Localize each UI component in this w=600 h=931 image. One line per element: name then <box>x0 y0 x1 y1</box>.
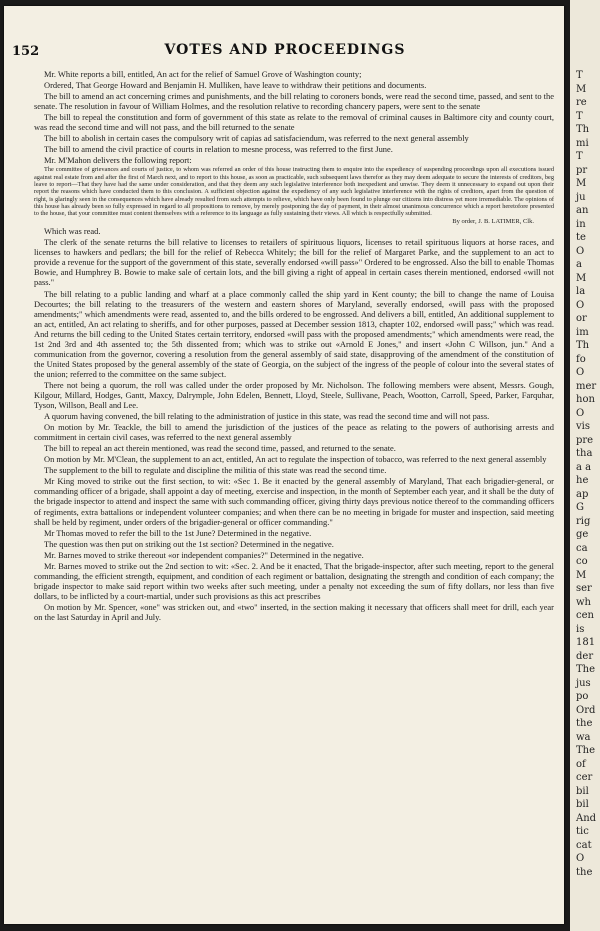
committee-report: The committee of grievances and courts of justice, to whom was referred an order of this house instructing them to enquire into the expediency of suspending proceedings upon all executions issued against real estate from and after the first of March next, and to report to this house, as soon as practicable, such subsequent laws therefor as they may deem adequate to secure the interests of creditors, beg leave to report—That they have had the same under consideration, and that they deem any such legislative interference both inexpedient and unwise. They deem it unnecessary to expand out upon their report the reasons which have conducted them to this conclusion. A sufficient objection against the expediency of any such legislative interference with the rights of creditors, apart from the question of right, is glaringly seen in the consequences which have already resulted from such attempts to relieve, which have only been found to plunge our citizens into distress yet more irremediable. The opinions of this house has already been so fully expressed in regard to all propositions to remove, by merely postponing the day of payment, in their almost unanimous concurrence which a report heretofore presented to the house, that your committee must content themselves with a reference to its language as fully sustaining their views. All which is respectfully submitted. <box>34 166 554 218</box>
adjacent-page-fragment: M <box>576 178 587 189</box>
adjacent-page-fragment: O <box>576 853 585 864</box>
adjacent-page-fragment: hon <box>576 394 595 405</box>
adjacent-page-fragment: a a <box>576 461 592 473</box>
paragraph: Ordered, That George Howard and Benjamin H. Mulliken, have leave to withdraw their petitions and documents. <box>44 80 427 91</box>
adjacent-page-fragment: la <box>576 286 586 297</box>
adjacent-page-fragment: O <box>576 407 585 419</box>
adjacent-page-fragment: tha <box>576 448 593 459</box>
paragraph: Mr. Barnes moved to strike out the 2nd section to wit: «Sec. 2. And be it enacted, That the brigade-inspector, after such meeting, report to the general commanding, the efficient strength, equipment, and condition of each regiment or battalion, designating the strength and condition of each company; the brigade inspector to make said report within two weeks after such meeting, under a penalty not exceeding the sum of fifty dollars, nor less than five dollars, to be inflicted by a court-martial, under such provisions as this act prescribes <box>34 560 554 601</box>
adjacent-page-fragment: te <box>576 232 586 243</box>
paragraph: The bill to repeal an act therein mentioned, was read the second time, passed, and returned to the senate. <box>44 443 396 454</box>
adjacent-page-fragment: Th <box>576 340 590 351</box>
adjacent-page-fragment: re <box>576 97 587 108</box>
report-signature: By order, J. B. LATIMER, Clk. <box>452 217 534 225</box>
adjacent-page-fragment: or <box>576 313 587 324</box>
document-page <box>4 6 564 924</box>
adjacent-page-fragment: G <box>576 502 584 513</box>
page-body <box>34 69 554 919</box>
adjacent-page-fragment: ge <box>576 529 589 540</box>
adjacent-page-fragment: im <box>576 326 589 338</box>
adjacent-page-fragment: tic <box>576 826 589 837</box>
page-title: VOTES AND PROCEEDINGS <box>164 42 406 58</box>
adjacent-page-fragment: O <box>576 299 585 311</box>
adjacent-page-edge <box>570 0 600 931</box>
adjacent-page-fragment: fo <box>576 353 586 365</box>
paragraph: A quorum having convened, the bill relating to the administration of justice in this state, was read the second time and will not pass. <box>44 411 490 422</box>
paragraph: Mr. White reports a bill, entitled, An act for the relief of Samuel Grove of Washington county; <box>44 69 362 79</box>
adjacent-page-fragment: in <box>576 218 586 230</box>
adjacent-page-fragment: the <box>576 866 593 878</box>
paragraph: Mr. M'Mahon delivers the following report: <box>44 155 192 166</box>
adjacent-page-fragment: jus <box>576 677 591 689</box>
paragraph: On motion by Mr. Teackle, the bill to amend the jurisdiction of the justices of the peace as relating to the powers of authorising arrests and commitment in certain civil cases, was referred to the next general assembly <box>34 422 554 443</box>
adjacent-page-fragment: wa <box>576 731 591 743</box>
paragraph: The bill to amend an act concerning crimes and punishments, and the bill relating to coroners bonds, were read the second time, passed, and sent to the senate. The resolution in favour of William Holmes, and the resolution relative to recording chancery papers, were sent to the senate <box>34 91 554 112</box>
adjacent-page-fragment: And <box>576 812 597 824</box>
adjacent-page-fragment: a <box>576 259 582 270</box>
adjacent-page-fragment: co <box>576 556 588 567</box>
paragraph: The clerk of the senate returns the bill relative to licenses to retailers of spirituous liquors, licenses to retail spirituous liquors at horse races, and licenses to hawkers and pedlars; the bill for the relief of Rebecca Whitely; the bill for the relief of Margaret Parke, and the supplement to an act to provide a revenue for the support of the government of this state, severally endorsed «will pass»" Ordered to be engrossed. Also the bill to enable Thomas Bowie, and Humphrey B. Bowie to make sale of certain lots, and the bill giving a right of appeal in certain cases therein mentioned, endorsed «will not pass." <box>34 237 554 288</box>
paragraph: Mr Thomas moved to refer the bill to the 1st June? Determined in the negative. <box>44 527 312 538</box>
adjacent-page-fragment: the <box>576 718 593 729</box>
paragraph: The question was then put on striking out the 1st section? Determined in the negative. <box>44 538 334 549</box>
paragraph: The supplement to the bill to regulate and discipline the militia of this state was read the second time. <box>44 465 387 476</box>
paragraph: Mr. Barnes moved to strike thereout «or independent companies?" Determined in the negative. <box>44 549 364 560</box>
paragraph: On motion by Mr. M'Clean, the supplement to an act, entitled, An act to regulate the inspection of tobacco, was referred to the next general assembly <box>44 454 547 465</box>
adjacent-page-fragment: The <box>576 664 596 675</box>
adjacent-page-fragment: mi <box>576 137 589 149</box>
adjacent-page-fragment: M <box>576 83 587 95</box>
adjacent-page-fragment: cen <box>576 610 594 621</box>
adjacent-page-fragment: he <box>576 475 589 486</box>
adjacent-page-fragment: cer <box>576 772 593 783</box>
adjacent-page-fragment: pre <box>576 434 594 446</box>
page-number: 152 <box>12 44 40 59</box>
adjacent-page-fragment: an <box>576 205 589 216</box>
adjacent-page-fragment: is <box>576 623 585 635</box>
paragraph: There not being a quorum, the roll was called under the order proposed by Mr. Nicholson. The following members were absent, Messrs. Gough, Kilgour, Millard, Hodges, Gantt, Maxcy, Dalrymple, John Edelen, Bennett, Lloyd, Steele, Sullivane, Peach, Wootton, Carroll, Speed, Parker, Farquhar, Tyson, Willson, Beall and Lee. <box>34 379 554 411</box>
adjacent-page-fragment: O <box>576 367 585 378</box>
adjacent-page-fragment: wh <box>576 596 591 608</box>
paragraph: The bill to amend the civil practice of courts in relation to mesne process, was referred to the first June. <box>44 144 393 155</box>
adjacent-page-fragment: ca <box>576 542 588 554</box>
page-header <box>12 42 558 62</box>
adjacent-page-fragment: vis <box>576 421 590 432</box>
paragraph: The bill to abolish in certain cases the compulsory writ of capias ad satisfaciendum, was referred to the next general assembly <box>44 133 469 144</box>
paragraph: The bill to repeal the constitution and form of government of this state as relate to the removal of criminal causes in Baltimore city and county court, was read the second time and will not pass, and the bill returned to the senate <box>34 112 554 133</box>
adjacent-page-fragment: bil <box>576 799 589 810</box>
adjacent-page-fragment: Ord <box>576 704 596 716</box>
adjacent-page-fragment: Th <box>576 124 590 135</box>
adjacent-page-fragment: ju <box>576 191 586 203</box>
adjacent-page-fragment: der <box>576 650 594 662</box>
adjacent-page-fragment: po <box>576 691 589 702</box>
adjacent-page-fragment: rig <box>576 515 591 527</box>
adjacent-page-fragment: mer <box>576 380 597 392</box>
paragraph: Mr King moved to strike out the first section, to wit: «Sec 1. Be it enacted by the general assembly of Maryland, That each brigadier-general, or commanding officer of a brigade, shall appoint a day of meeting, exercise and inspection, in the month of September each year, and it shall be the duty of the brigade inspector to attend and inspect the same with such commanding officer, giving thirty days previous notice thereof to the commanding officers of regiments, extra battalions or independent volunteer companies; and when there can be no meeting in brigade for muster and inspection, said meeting shall be held by regiment, under orders of the brigadier-general or officer commanding." <box>34 476 554 527</box>
adjacent-page-fragment: M <box>576 569 587 581</box>
adjacent-page-fragment: M <box>576 272 587 284</box>
adjacent-page-fragment: of <box>576 758 586 770</box>
adjacent-page-fragment: The <box>576 745 596 756</box>
adjacent-page-fragment: bil <box>576 785 589 797</box>
adjacent-page-fragment: pr <box>576 164 588 176</box>
adjacent-page-fragment: T <box>576 70 583 81</box>
adjacent-page-fragment: cat <box>576 839 592 851</box>
adjacent-page-fragment: T <box>576 151 583 162</box>
adjacent-page-fragment: T <box>576 110 583 122</box>
paragraph: On motion by Mr. Spencer, «one" was stricken out, and «two" inserted, in the section making it necessary that officers shall meet for drill, each year on the last Saturday in April and July. <box>34 601 554 622</box>
paragraph: Which was read. <box>44 226 101 237</box>
adjacent-page-fragment: ap <box>576 488 589 500</box>
adjacent-page-fragment: ser <box>576 583 592 594</box>
adjacent-page-fragment: 181 <box>576 637 596 648</box>
adjacent-page-fragment: O <box>576 245 585 257</box>
paragraph: The bill relating to a public landing and wharf at a place commonly called the ship yard in Kent county; the bill to change the name of Louisa Decourtes; the bill relating to the treasurers of the western and eastern shores of Maryland, severally endorsed, «will pass with the proposed amendments;" which amendments were read, assented to, and the bills ordered to be engrossed. And delivers a bill, entitled, An additional supplement to an act, entitled, An act relating to sheriffs, and for other purposes, passed at December session 1813, chapter 102, endorsed «will pass;" which was read. And returns the bill ceding to the United States certain territory, endorsed «will pass with the proposed amendments;" which amendments were read, the 1st 2nd 3rd and 4th assented to; the 5th dissented from; which was to strike out «Arnold E Jones," and insert «John C Willson, jun." And a communication from the governor, covering a resolution from the general assembly of said state, disapproving of the amendment of the constitution of the United States proposed by the general assembly of the state of Georgia, on the subject of the ingress of the people of colour into the several states of the union; referred to the committee on the same subject. <box>34 288 554 379</box>
